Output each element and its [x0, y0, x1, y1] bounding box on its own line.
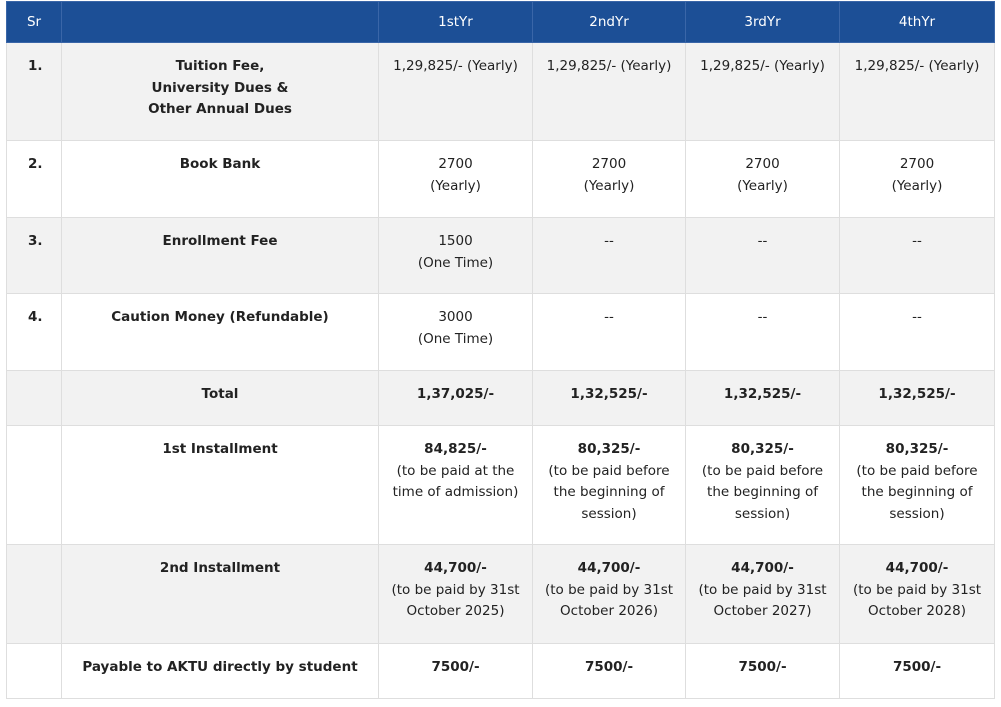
cell: 44,700/- (to be paid by 31st October 2027)	[686, 545, 840, 644]
cell: 1,37,025/-	[379, 371, 533, 426]
cell: 7500/-	[840, 644, 995, 699]
table-row	[7, 43, 995, 141]
cell: 1,32,525/-	[533, 371, 686, 426]
cell: --	[533, 294, 686, 371]
table-row	[7, 141, 995, 218]
cell: 1,29,825/- (Yearly)	[686, 43, 840, 141]
cell: 2700 (Yearly)	[379, 141, 533, 218]
cell: 1,29,825/- (Yearly)	[379, 43, 533, 141]
cell: 1,32,525/-	[840, 371, 995, 426]
fee-structure-table	[6, 1, 995, 699]
cell: 44,700/- (to be paid by 31st October 2028)	[840, 545, 995, 644]
row-label: Enrollment Fee	[62, 218, 379, 294]
row-sr: 3.	[7, 218, 62, 294]
cell: 2700 (Yearly)	[840, 141, 995, 218]
cell: 1,32,525/-	[686, 371, 840, 426]
cell: --	[533, 218, 686, 294]
cell: 2700 (Yearly)	[686, 141, 840, 218]
row-sr: 2.	[7, 141, 62, 218]
header-row	[7, 2, 995, 43]
cell: 80,325/- (to be paid before the beginning of session)	[533, 426, 686, 545]
header-year-2: 2ndYr	[533, 2, 686, 43]
cell: 2700 (Yearly)	[533, 141, 686, 218]
cell: --	[840, 294, 995, 371]
cell: 7500/-	[379, 644, 533, 699]
cell: 1,29,825/- (Yearly)	[533, 43, 686, 141]
cell: 7500/-	[686, 644, 840, 699]
row-label: 2nd Installment	[62, 545, 379, 644]
row-sr	[7, 644, 62, 699]
header-item	[62, 2, 379, 43]
table-row	[7, 545, 995, 644]
row-label: Book Bank	[62, 141, 379, 218]
row-sr: 4.	[7, 294, 62, 371]
cell: 3000 (One Time)	[379, 294, 533, 371]
cell: 80,325/- (to be paid before the beginning of session)	[686, 426, 840, 545]
table-row	[7, 218, 995, 294]
row-label: 1st Installment	[62, 426, 379, 545]
row-label: Total	[62, 371, 379, 426]
table-row	[7, 644, 995, 699]
cell: 84,825/- (to be paid at the time of admission)	[379, 426, 533, 545]
row-sr	[7, 545, 62, 644]
cell: --	[686, 218, 840, 294]
table-row-total	[7, 371, 995, 426]
cell: 1500 (One Time)	[379, 218, 533, 294]
cell: 44,700/- (to be paid by 31st October 2026)	[533, 545, 686, 644]
row-label: Caution Money (Refundable)	[62, 294, 379, 371]
row-label: Payable to AKTU directly by student	[62, 644, 379, 699]
row-sr	[7, 426, 62, 545]
row-sr	[7, 371, 62, 426]
row-label: Tuition Fee, University Dues & Other Annual Dues	[62, 43, 379, 141]
table-row	[7, 294, 995, 371]
table-row	[7, 426, 995, 545]
header-sr: Sr	[7, 2, 62, 43]
cell: 1,29,825/- (Yearly)	[840, 43, 995, 141]
cell: --	[840, 218, 995, 294]
cell: --	[686, 294, 840, 371]
cell: 7500/-	[533, 644, 686, 699]
row-sr: 1.	[7, 43, 62, 141]
header-year-1: 1stYr	[379, 2, 533, 43]
header-year-4: 4thYr	[840, 2, 995, 43]
header-year-3: 3rdYr	[686, 2, 840, 43]
cell: 80,325/- (to be paid before the beginning of session)	[840, 426, 995, 545]
cell: 44,700/- (to be paid by 31st October 2025)	[379, 545, 533, 644]
